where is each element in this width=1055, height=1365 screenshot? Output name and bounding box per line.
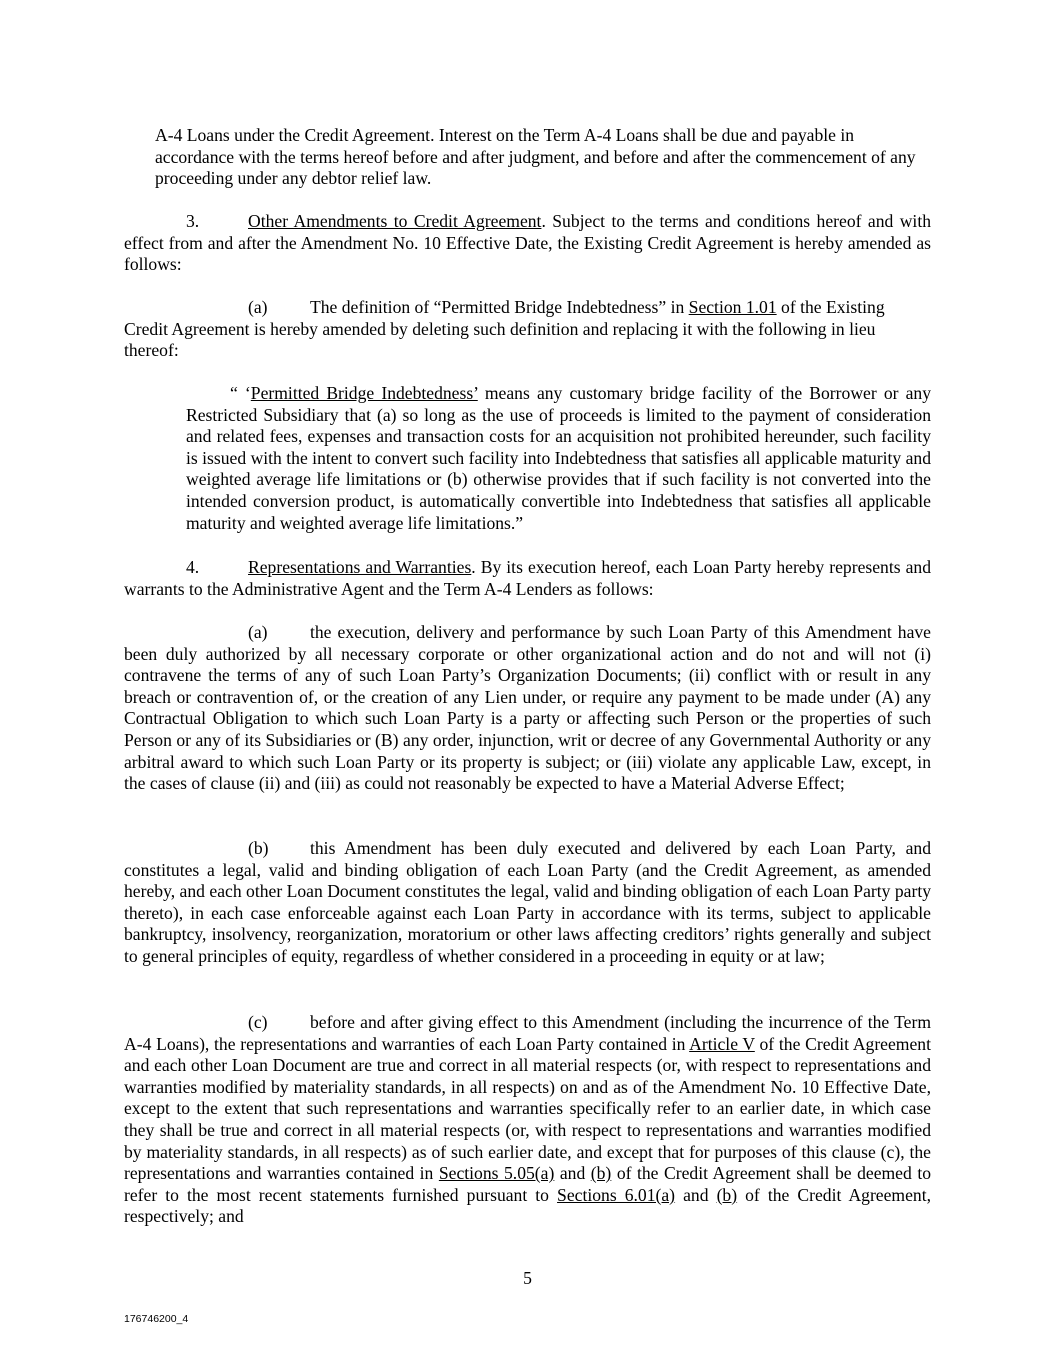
- section-4c-paragraph: [124, 1012, 931, 1228]
- clause-text: and: [554, 1163, 591, 1184]
- clause-text: the execution, delivery and performance by such Loan Party of this Amendment have been duly authorized by all necessary corporate or other organizational action and do not and will not (i) contravene the terms of any of such Loan Party’s Organization Documents; (ii) conflict with or result in any breach or contravention of, or the creation of any Lien under, or require any payment to be made under (A) any Contractual Obligation to which such Loan Party is a party or affecting such Person or the properties of such Person or any of its Subsidiaries or (B) any order, injunction, writ or decree of any Governmental Authority or any arbitral award to which such Loan Party or its property is subject; or (iii) violate any applicable Law, except, in the cases of clause (ii) and (iii) as could not reasonably be expected to have a Material Adverse Effect;: [124, 622, 931, 794]
- clause-text: of the Credit Agreement and each other Loan Document are true and correct in all material respects (or, with respect to representations and warranties modified by materiality standards, in all respects) on and as of the Amendment No. 10 Effective Date, except to the extent that such representations and warranties specifically refer to an earlier date, in which case they shall be true and correct in all material respects (or, with respect to representations and warranties modified by materiality standards, in all respects) as of such earlier date, and except that for purposes of this clause (c), the representations and warranties contained in: [124, 1033, 931, 1184]
- defined-term: Permitted Bridge Indebtedness’: [250, 383, 478, 403]
- section-4-paragraph: [124, 557, 931, 600]
- clause-text: of the Existing Credit Agreement is hereby amended by deleting such definition and replacing it with the following in lieu thereof:: [124, 297, 885, 361]
- clause-text: and: [675, 1184, 717, 1205]
- section-heading: Representations and Warranties: [248, 557, 472, 577]
- clause-text: of the Credit Agreement, respectively; and: [124, 1184, 932, 1227]
- section-reference: (b): [590, 1163, 612, 1184]
- section-number: 3.: [186, 211, 200, 231]
- quote-open: “ ‘: [230, 383, 251, 403]
- clause-label: (a): [248, 297, 268, 317]
- continuation-paragraph: A-4 Loans under the Credit Agreement. Interest on the Term A-4 Loans shall be due and payable in accordance with the terms hereof before and after judgment, and before and after the commencement of any proceeding under any debtor relief law.: [155, 125, 916, 189]
- section-reference: Sections 5.05(a): [438, 1163, 555, 1184]
- document-id: 176746200_4: [124, 1313, 189, 1325]
- section-reference: (b): [716, 1184, 738, 1205]
- section-4a-paragraph: [124, 622, 931, 795]
- clause-label: (a): [248, 622, 268, 642]
- quoted-definition: [186, 383, 931, 534]
- page-number: 5: [523, 1268, 532, 1288]
- clause-text: this Amendment has been duly executed and delivered by each Loan Party, and constitutes a legal, valid and binding obligation of each Loan Party (and the Credit Agreement, as amended hereby, and each other Loan Document constitutes the legal, valid and binding obligation of each Loan Party party thereto), in each case enforceable against each Loan Party in accordance with its terms, subject to applicable bankruptcy, insolvency, reorganization, moratorium or other laws affecting creditors’ rights generally and subject to general principles of equity, regardless of whether considered in a proceeding in equity or at law;: [124, 838, 931, 966]
- clause-text: of the Credit Agreement shall be deemed to refer to the most recent statements furnished pursuant to: [124, 1163, 931, 1205]
- article-reference: Article V: [689, 1033, 755, 1054]
- clause-text: The definition of “Permitted Bridge Indebtedness” in: [310, 297, 689, 317]
- clause-label: (b): [248, 838, 269, 858]
- section-text: . By its execution hereof, each Loan Party hereby represents and warrants to the Administrative Agent and the Term A-4 Lenders as follows:: [124, 557, 931, 599]
- section-reference: Section 1.01: [688, 297, 777, 317]
- section-reference: Sections 6.01(a): [557, 1184, 676, 1205]
- section-text: . Subject to the terms and conditions hereof and with effect from and after the Amendment No. 10 Effective Date, the Existing Credit Agreement is hereby amended as follows:: [124, 211, 932, 275]
- clause-label: (c): [248, 1012, 268, 1032]
- section-number: 4.: [186, 557, 200, 577]
- section-4b-paragraph: [124, 838, 931, 968]
- section-heading: Other Amendments to Credit Agreement: [248, 211, 542, 231]
- section-3-paragraph: [124, 211, 931, 276]
- definition-text: means any customary bridge facility of the Borrower or any Restricted Subsidiary that (a) so long as the use of proceeds is limited to the payment of consideration and related fees, expenses and transaction costs for an acquisition not prohibited hereunder, such facility is issued with the intent to convert such facility into Indebtedness that satisfies all applicable maturity and weighted average life limitations or (b) otherwise provides that if such facility is not converted into the intended conversion product, is automatically convertible into Indebtedness that satisfies all applicable maturity and weighted average life limitations.”: [186, 383, 931, 533]
- clause-text: before and after giving effect to this Amendment (including the incurrence of the Term A-4 Loans), the representations and warranties of each Loan Party contained in: [124, 1012, 931, 1054]
- section-3a-paragraph: [124, 297, 931, 362]
